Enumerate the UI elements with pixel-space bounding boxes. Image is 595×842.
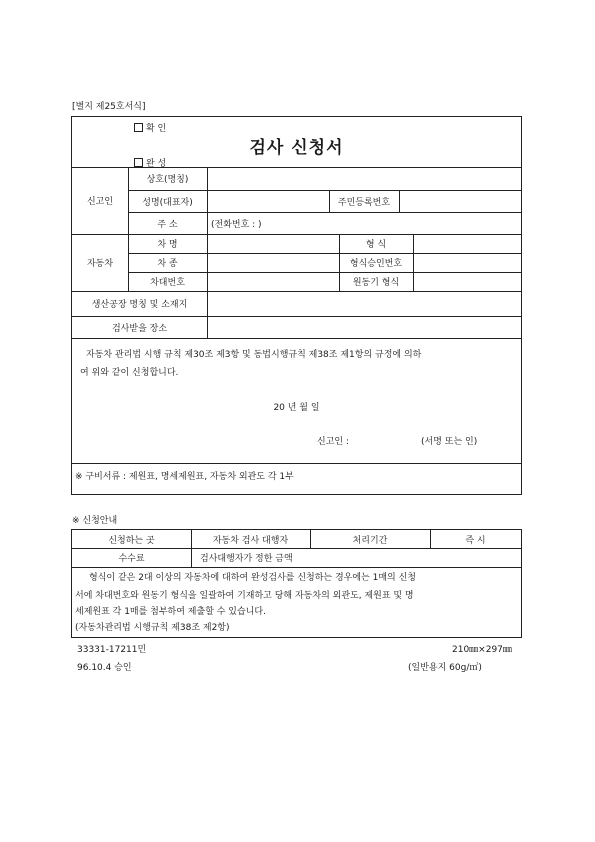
period-value: 즉 시: [465, 535, 486, 546]
guide-note-4: (자동차관리법 시행규칙 제38조 제2항): [75, 623, 230, 633]
confirm-option-label: 확 인: [146, 123, 167, 134]
form-caption: [별지 제25호서식]: [72, 102, 146, 112]
business-name-label: 상호(명칭): [146, 175, 189, 185]
where-label: 신청하는 곳: [108, 535, 155, 546]
complete-option-label: 완 성: [146, 158, 167, 169]
car-type-field[interactable]: [208, 254, 339, 272]
guide-note-1: 형식이 같은 2대 이상의 자동차에 대하여 완성검사를 신청하는 경우에는 1매의 신청: [89, 573, 416, 583]
form-title: 검사 신청서: [249, 138, 344, 158]
name-rep-label: 성명(대표자): [142, 197, 193, 208]
car-name-field[interactable]: [208, 235, 339, 253]
vin-label: 차대번호: [150, 278, 185, 288]
statement-line-2: 여 위와 같이 신청합니다.: [80, 368, 179, 378]
confirm-option[interactable]: [134, 120, 166, 134]
statement-line-1: 자동차 관리법 시행 규칙 제30조 제3항 및 동법시행규칙 제38조 제1항의 규정에 의하: [86, 350, 422, 360]
car-name-label: 차 명: [157, 240, 178, 250]
inspection-place-label: 검사받을 장소: [111, 323, 168, 334]
address-label: 주 소: [157, 219, 178, 230]
confirm-checkbox[interactable]: [134, 123, 143, 132]
guide-table: [71, 529, 522, 638]
vin-field[interactable]: [208, 273, 339, 291]
form-code: 33331-17211민: [77, 645, 147, 655]
where-value: 자동차 검사 대행자: [212, 535, 289, 546]
application-form: [71, 116, 522, 495]
factory-field[interactable]: [208, 292, 521, 316]
name-rep-field[interactable]: [208, 191, 329, 212]
guide-heading: ※ 신청안내: [72, 516, 118, 526]
resident-no-field[interactable]: [400, 191, 521, 212]
approval-no-label: 형식승인번호: [349, 259, 403, 269]
approval-date: 96.10.4 승인: [77, 663, 132, 673]
divider: [72, 338, 521, 339]
complete-checkbox[interactable]: [134, 158, 143, 167]
guide-note-3: 세제원표 각 1매를 첨부하여 제출할 수 있습니다.: [75, 607, 266, 617]
fee-label: 수수료: [118, 554, 145, 564]
approval-no-field[interactable]: [414, 254, 521, 272]
guide-note-2: 서에 차대번호와 원동기 형식을 일괄하여 기재하고 당해 자동차의 외관도, 제원표 및 명: [75, 591, 414, 601]
model-label: 형 식: [365, 240, 387, 250]
paper-size: 210㎜×297㎜: [452, 645, 512, 655]
required-docs: ※ 구비서류 : 제원표, 명세제원표, 자동차 외관도 각 1부: [75, 471, 294, 482]
signer-label: 신고인 :: [317, 436, 349, 447]
signature-label[interactable]: (서명 또는 인): [421, 436, 478, 447]
engine-model-label: 원동기 형식: [352, 278, 400, 288]
phone-field[interactable]: (전화번호 : ): [211, 219, 262, 230]
fee-value: 검사대행자가 정한 금액: [200, 554, 293, 564]
car-type-label: 차 종: [157, 259, 178, 269]
inspection-place-field[interactable]: [208, 317, 521, 338]
resident-no-label: 주민등록번호: [337, 197, 391, 208]
engine-model-field[interactable]: [414, 273, 521, 291]
factory-label: 생산공장 명칭 및 소재지: [91, 300, 188, 310]
business-name-field[interactable]: [208, 168, 521, 190]
period-label: 처리기간: [352, 535, 388, 546]
vehicle-section-label: 자동차: [86, 259, 114, 269]
divider: [72, 463, 521, 464]
model-field[interactable]: [414, 235, 521, 253]
paper-weight: (일반용지 60g/㎡): [408, 663, 482, 673]
date-line: 20 년 월 일: [273, 402, 320, 413]
applicant-section-label: 신고인: [86, 197, 114, 207]
divider: [72, 567, 521, 568]
